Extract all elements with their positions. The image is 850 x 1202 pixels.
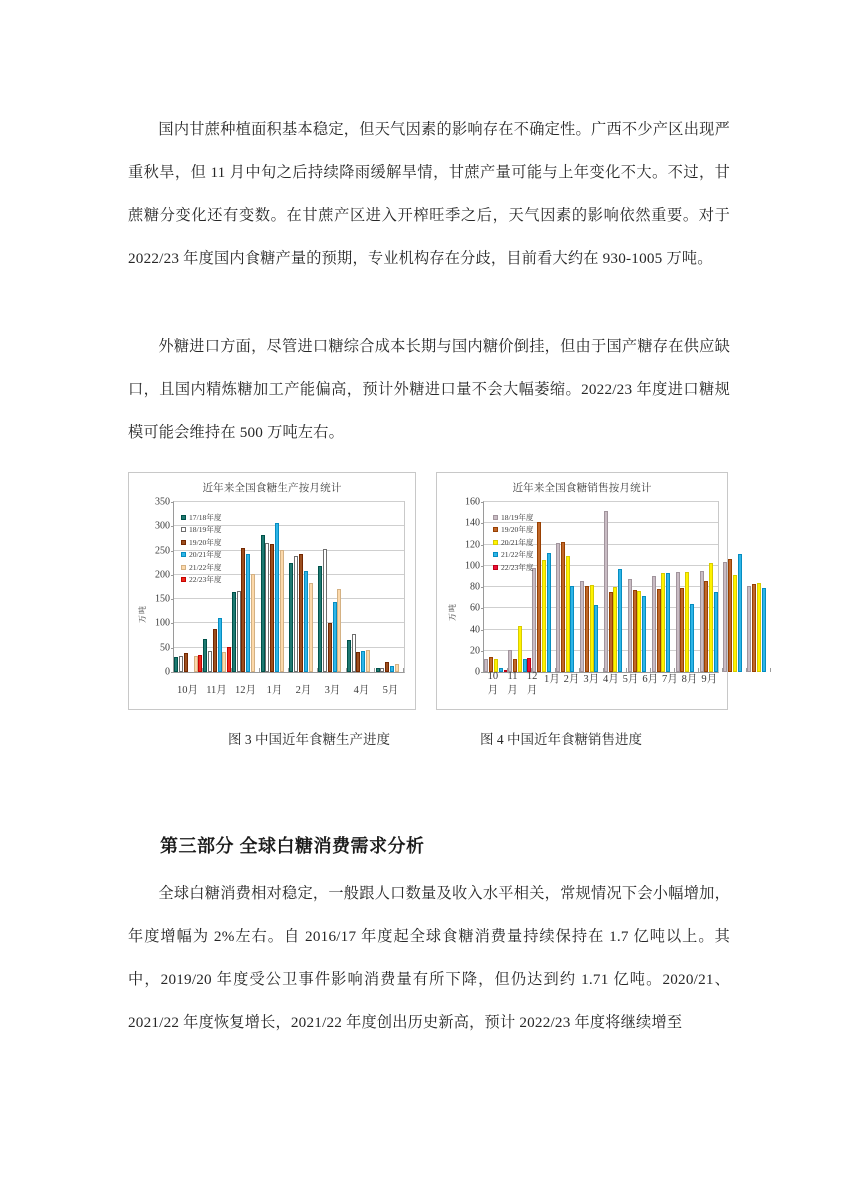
bar	[657, 589, 661, 672]
x-axis-label: 1月	[266, 685, 283, 696]
bar	[337, 589, 341, 672]
legend-label: 21/22年度	[189, 562, 222, 572]
bar	[184, 653, 188, 672]
x-axis-label: 2月	[563, 674, 580, 685]
y-axis-tick: 150	[155, 593, 170, 605]
bar	[352, 634, 356, 672]
bar	[580, 581, 584, 672]
x-axis-label: 8月	[681, 674, 698, 685]
x-axis-label: 3月	[583, 674, 600, 685]
bar	[265, 543, 269, 672]
bar	[738, 554, 742, 672]
bar	[642, 596, 646, 673]
x-axis-label: 3月	[324, 685, 341, 696]
y-axis-tick: 0	[165, 666, 170, 678]
legend-item	[181, 574, 222, 587]
figure-4-caption: 图 4 中国近年食糖销售进度	[480, 732, 642, 747]
chart-sales	[436, 472, 728, 710]
bar	[270, 544, 274, 672]
bar	[333, 602, 337, 672]
chart-production-ylabel: 万吨	[138, 605, 147, 623]
bar-group	[699, 502, 723, 672]
x-axis-label: 12月	[235, 685, 256, 696]
bar-group	[556, 502, 580, 672]
bar	[390, 666, 394, 672]
figure-captions	[128, 728, 730, 752]
bar	[609, 592, 613, 672]
bar	[356, 652, 360, 672]
x-tick-mark	[770, 668, 771, 672]
legend-item	[493, 511, 534, 524]
x-axis-label: 4月	[353, 685, 370, 696]
bar	[380, 668, 384, 672]
bar	[700, 571, 704, 672]
bar	[590, 585, 594, 672]
legend-label: 18/19年度	[501, 512, 534, 522]
bar	[366, 650, 370, 672]
y-tick-mark	[171, 672, 174, 673]
legend-swatch	[181, 527, 186, 532]
bar	[704, 581, 708, 672]
bar	[618, 569, 622, 672]
bar	[489, 657, 493, 672]
chart-sales-title: 近年来全国食糖销售按月统计	[512, 483, 652, 494]
legend-item	[181, 549, 222, 562]
bar	[666, 573, 670, 672]
legend-swatch	[181, 577, 186, 582]
y-axis-tick: 120	[465, 538, 480, 550]
x-axis-label: 10月	[177, 685, 198, 696]
x-axis-label: 5月	[622, 674, 639, 685]
bar	[676, 572, 680, 672]
legend-item	[181, 561, 222, 574]
bar	[652, 576, 656, 672]
paragraph-block-3	[128, 872, 730, 1044]
bar	[594, 605, 598, 672]
y-axis-tick: 50	[160, 641, 170, 653]
bar	[294, 556, 298, 672]
bar	[537, 522, 541, 672]
y-axis-tick: 350	[155, 496, 170, 508]
y-axis-tick: 300	[155, 520, 170, 532]
legend-item	[181, 536, 222, 549]
legend-swatch	[493, 565, 498, 570]
bar	[566, 556, 570, 672]
bar	[733, 575, 737, 672]
legend-item	[493, 561, 534, 574]
y-axis-tick: 0	[475, 666, 480, 678]
chart-sales-ylabel: 万吨	[448, 603, 457, 621]
legend-swatch	[493, 515, 498, 520]
bar	[218, 618, 222, 672]
legend-label: 18/19年度	[189, 525, 222, 535]
bar	[757, 583, 761, 672]
legend-label: 20/21年度	[189, 550, 222, 560]
bar-group	[580, 502, 604, 672]
bar-group	[651, 502, 675, 672]
bar	[376, 668, 380, 672]
bar	[222, 652, 226, 672]
x-axis-label: 7月	[662, 674, 678, 685]
legend-label: 21/22年度	[501, 550, 534, 560]
bar	[309, 583, 313, 672]
bar	[246, 554, 250, 673]
bar	[633, 590, 637, 672]
bar-group	[747, 502, 771, 672]
bar	[585, 586, 589, 672]
bar-group	[260, 502, 289, 672]
bar	[241, 548, 245, 672]
bar	[203, 639, 207, 672]
bar	[323, 549, 327, 672]
legend-label: 17/18年度	[189, 512, 222, 522]
bar-group	[604, 502, 628, 672]
chart-sales-legend	[493, 511, 534, 574]
bar	[194, 656, 198, 673]
bar-group	[375, 502, 404, 672]
bar	[289, 563, 293, 672]
legend-swatch	[181, 540, 186, 545]
bar	[714, 592, 718, 672]
bar	[361, 651, 365, 672]
bar	[385, 662, 389, 672]
chart-sales-xlabels	[483, 671, 719, 697]
bar	[628, 579, 632, 673]
y-axis-tick: 20	[470, 645, 480, 657]
bar	[685, 572, 689, 672]
bar	[518, 626, 522, 672]
paragraph-2: 外糖进口方面，尽管进口糖综合成本长期与国内糖价倒挂，但由于国产糖存在供应缺口，且国内精炼糖加工产能偏高，预计外糖进口量不会大幅萎缩。2022/23 年度进口糖规模可能会维持在 500 万吨左右。	[128, 338, 730, 441]
bar	[762, 588, 766, 672]
legend-swatch	[181, 552, 186, 557]
bar	[508, 650, 512, 672]
bar	[395, 664, 399, 672]
y-axis-tick: 40	[470, 623, 480, 635]
x-axis-label: 9月	[701, 674, 718, 685]
y-axis-tick: 160	[465, 496, 480, 508]
legend-label: 22/23年度	[501, 562, 534, 572]
x-axis-label: 6月	[642, 674, 659, 685]
bar-group	[318, 502, 347, 672]
bar	[318, 566, 322, 672]
x-axis-label: 5月	[382, 685, 399, 696]
x-axis-label: 11月	[206, 685, 227, 696]
figures-row	[128, 472, 728, 717]
figure-3-caption: 图 3 中国近年食糖生产进度	[228, 732, 390, 747]
paragraph-block-2	[128, 325, 730, 454]
bar	[304, 571, 308, 672]
bar-group	[723, 502, 747, 672]
bar	[547, 553, 551, 672]
legend-item	[493, 536, 534, 549]
bar	[532, 568, 536, 672]
legend-item	[181, 511, 222, 524]
bar	[613, 587, 617, 672]
paragraph-3: 全球白糖消费相对稳定，一般跟人口数量及收入水平相关，常规情况下会小幅增加，年度增幅为 2%左右。自 2016/17 年度起全球食糖消费量持续保持在 1.7 亿吨以上。其中，2019/20 年度受公卫事件影响消费量有所下降，但仍达到约 1.71 亿吨。2020/21、2021/22 年度恢复增长，2021/22 年度创出历史新高，预计 2022/23 年度将继续增至	[128, 885, 730, 1031]
legend-swatch	[493, 540, 498, 545]
bar	[752, 584, 756, 672]
chart-production-title: 近年来全国食糖生产按月统计	[202, 483, 342, 494]
x-axis-label: 2月	[295, 685, 312, 696]
bar	[556, 543, 560, 672]
bar-group	[347, 502, 376, 672]
legend-label: 20/21年度	[501, 537, 534, 547]
bar	[179, 656, 183, 672]
x-axis-label: 4月	[602, 674, 619, 685]
legend-label: 22/23年度	[189, 575, 222, 585]
bar-group	[289, 502, 318, 672]
legend-item	[181, 524, 222, 537]
y-axis-tick: 100	[155, 617, 170, 629]
bar	[347, 640, 351, 672]
legend-swatch	[493, 527, 498, 532]
bar	[680, 588, 684, 672]
chart-production	[128, 472, 416, 710]
bar	[251, 574, 255, 672]
x-axis-label: 12月	[526, 671, 538, 696]
legend-label: 19/20年度	[189, 537, 222, 547]
bar	[661, 573, 665, 672]
bar	[637, 591, 641, 672]
bar	[570, 586, 574, 672]
bar	[709, 563, 713, 672]
section-heading: 第三部分 全球白糖消费需求分析	[160, 836, 425, 856]
y-axis-tick: 140	[465, 517, 480, 529]
bar	[728, 559, 732, 672]
bar	[213, 629, 217, 672]
bar	[275, 523, 279, 672]
legend-label: 19/20年度	[501, 525, 534, 535]
x-axis-label: 10月	[487, 671, 499, 696]
bar-group	[532, 502, 556, 672]
bar	[723, 562, 727, 673]
legend-swatch	[181, 515, 186, 520]
y-axis-tick: 200	[155, 569, 170, 581]
chart-production-legend	[181, 511, 222, 586]
bar	[690, 604, 694, 672]
bar	[604, 511, 608, 673]
paragraph-1: 国内甘蔗种植面积基本稳定，但天气因素的影响存在不确定性。广西不少产区出现严重秋旱，但 11 月中旬之后持续降雨缓解旱情，甘蔗产量可能与上年变化不大。不过，甘蔗糖分变化还有变数。在甘蔗产区进入开榨旺季之后，天气因素的影响依然重要。对于 2022/23 年度国内食糖产量的预期，专业机构存在分歧，目前看大约在 930-1005 万吨。	[128, 121, 730, 267]
y-axis-tick: 80	[470, 581, 480, 593]
x-tick-mark	[403, 668, 404, 672]
y-axis-tick: 100	[465, 560, 480, 572]
bar-group	[627, 502, 651, 672]
y-axis-tick: 60	[470, 602, 480, 614]
bar	[174, 657, 178, 672]
bar	[261, 535, 265, 672]
bar	[747, 586, 751, 672]
legend-item	[493, 524, 534, 537]
bar	[328, 623, 332, 672]
bar	[299, 554, 303, 672]
y-axis-tick: 250	[155, 544, 170, 556]
legend-item	[493, 549, 534, 562]
bar-group	[675, 502, 699, 672]
chart-production-xlabels	[173, 682, 405, 697]
bar	[280, 550, 284, 672]
bar	[542, 560, 546, 672]
x-axis-label: 11月	[507, 671, 518, 696]
bar-group	[232, 502, 261, 672]
bar	[232, 592, 236, 672]
x-axis-label: 1月	[543, 674, 560, 685]
paragraph-block-1	[128, 108, 730, 280]
bar	[561, 542, 565, 672]
bar	[208, 651, 212, 672]
legend-swatch	[181, 565, 186, 570]
bar	[237, 591, 241, 672]
legend-swatch	[493, 552, 498, 557]
